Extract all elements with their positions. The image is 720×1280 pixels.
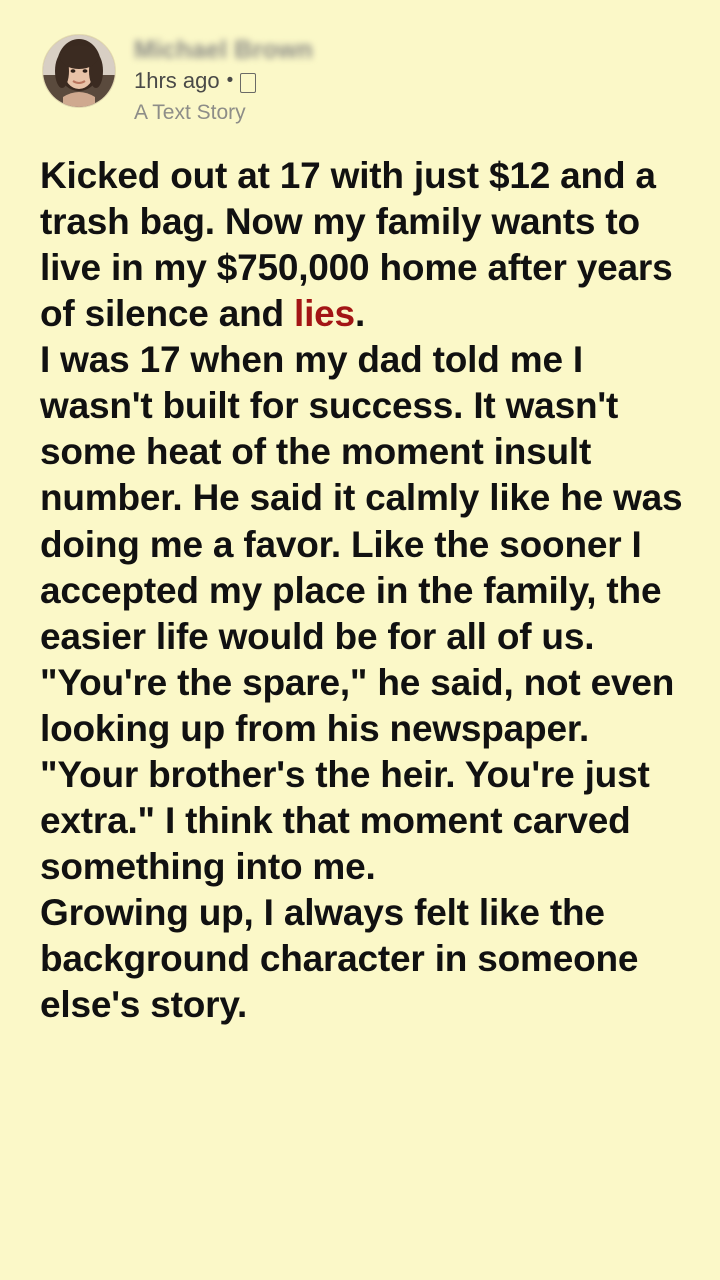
post-body bbox=[36, 153, 684, 1028]
paragraph-1-tail: . bbox=[354, 293, 366, 335]
body-paragraph-1 bbox=[40, 153, 684, 337]
post-header bbox=[36, 30, 684, 127]
header-text bbox=[134, 34, 313, 127]
story-type-label: A Text Story bbox=[134, 100, 246, 124]
body-paragraph-4: Growing up, I always felt like the background character in someone else's story. bbox=[40, 892, 639, 1026]
meta-separator: • bbox=[226, 70, 234, 92]
post-meta bbox=[134, 66, 313, 96]
body-paragraph-3: "You're the spare," he said, not even looking up from his newspaper. "Your brother's the heir. You're just extra." I think that moment carved something into me. bbox=[40, 661, 675, 887]
body-paragraph-2: I was 17 when my dad told me I wasn't built for success. It wasn't some heat of the moment insult number. He said it calmly like he was doing me a favor. Like the sooner I accepted my place in the family, the easier life would be for all of us. bbox=[40, 339, 683, 657]
avatar-image bbox=[43, 35, 115, 107]
highlight-lies: lies bbox=[294, 293, 355, 335]
author-name[interactable]: Michael Brown bbox=[134, 36, 314, 64]
paragraph-1-text: Kicked out at 17 with just $12 and a trash bag. Now my family wants to live in my $750,000 home after years of silence and bbox=[40, 155, 673, 335]
post-timestamp: 1hrs ago bbox=[134, 68, 220, 93]
globe-icon bbox=[240, 73, 256, 93]
avatar[interactable] bbox=[42, 34, 116, 108]
